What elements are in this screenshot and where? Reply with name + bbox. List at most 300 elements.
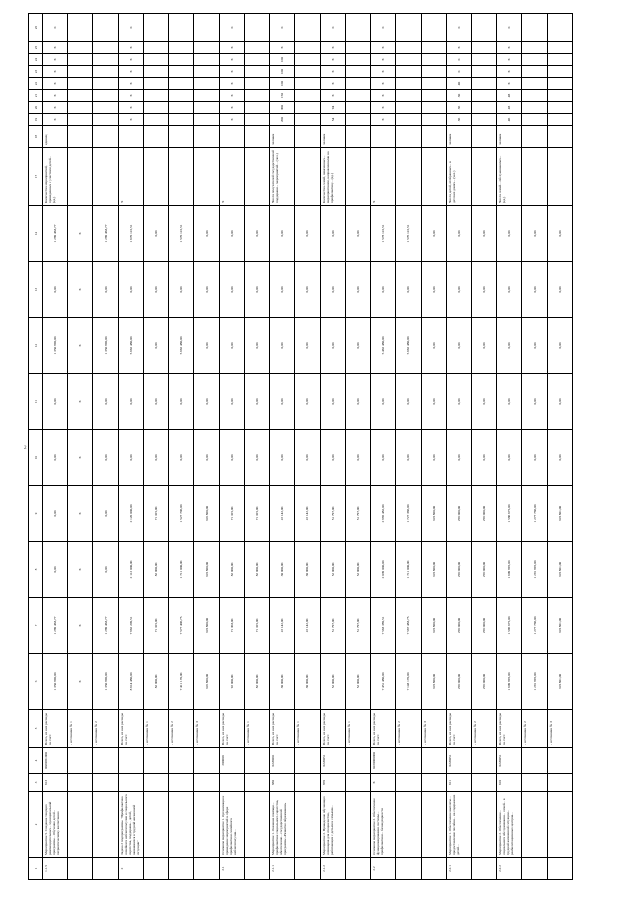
target-value-cell: 30 (446, 90, 471, 102)
target-value-cell: 36 (446, 114, 471, 126)
budget-code (295, 748, 320, 774)
amount-cell: 0,00 (421, 206, 446, 262)
amount-cell: 318 801,00 (547, 542, 572, 598)
amount-cell: 0,00 (421, 374, 446, 430)
amount-cell: 0,00 (43, 486, 68, 542)
column-number: 11 (29, 374, 43, 430)
amount-cell: 0,00 (446, 318, 471, 374)
amount-cell: 0,00 (471, 430, 496, 486)
indicator-unit (118, 126, 143, 148)
row-number (68, 858, 93, 880)
amount-cell: 0,00 (547, 206, 572, 262)
target-value-cell: X (43, 102, 68, 114)
target-value-cell (522, 90, 547, 102)
target-value-cell: X (219, 90, 244, 102)
target-value-cell: 0 (320, 14, 345, 42)
amount-cell: 1 277 766,00 (522, 486, 547, 542)
amount-cell: 0,00 (169, 374, 194, 430)
target-value-cell (522, 102, 547, 114)
row-number: 2.1.1 (270, 858, 295, 880)
target-value-cell (295, 114, 320, 126)
amount-cell: 71 325,00 (143, 598, 168, 654)
target-value-cell (68, 90, 93, 102)
indicator-name: X (118, 148, 143, 206)
amount-cell: 52 000,00 (345, 654, 370, 710)
target-value-cell (396, 42, 421, 54)
indicator-name (522, 148, 547, 206)
amount-cell: 0,00 (219, 262, 244, 318)
target-value-cell (68, 14, 93, 42)
column-number: 12 (29, 318, 43, 374)
target-value-cell (396, 78, 421, 90)
target-value-cell: 40 (446, 78, 471, 90)
amount-cell: 8 614 480,00 (118, 654, 143, 710)
indicator-name: Число семей... обслуживаемых... (ед.) (497, 148, 522, 206)
activity-name: Мероприятие 5. Создание текущих рекомендательных... муниципальной программы... Обучение детей... патриотическому воспитанию (43, 792, 68, 858)
target-value-cell (244, 114, 269, 126)
target-value-cell (421, 42, 446, 54)
amount-cell: 82 000,00 (143, 654, 168, 710)
amount-cell: 0,00 (295, 206, 320, 262)
column-number: 5 (29, 710, 43, 748)
amount-cell: 7 567 483,75 (396, 598, 421, 654)
amount-cell: 0,00 (497, 430, 522, 486)
amount-cell: 71 303,00 (219, 598, 244, 654)
amount-cell: 0,00 (345, 206, 370, 262)
table-row (497, 14, 522, 880)
target-value-cell: X (497, 78, 522, 90)
target-value-cell: X (371, 114, 396, 126)
amount-cell: 0,00 (446, 430, 471, 486)
amount-cell: 82 000,00 (219, 542, 244, 598)
table-row (396, 14, 421, 880)
indicator-unit: человек (320, 126, 345, 148)
amount-cell: 0,00 (320, 262, 345, 318)
activity-name (169, 792, 194, 858)
amount-cell: 2 039 000,00 (371, 542, 396, 598)
target-value-cell (345, 78, 370, 90)
row-number: 2.1 (219, 858, 244, 880)
table-row (446, 14, 471, 880)
budget-code (143, 748, 168, 774)
target-value-cell (421, 78, 446, 90)
target-value-cell: X (219, 66, 244, 78)
amount-cell: 0,00 (471, 206, 496, 262)
amount-cell: 1 609 995,00 (497, 654, 522, 710)
amount-cell: 0,00 (143, 430, 168, 486)
funding-source: - источники № 1 (295, 710, 320, 748)
amount-cell: 318 800,00 (421, 598, 446, 654)
activity-name (93, 792, 118, 858)
row-number: 2.2.2 (497, 858, 522, 880)
target-value-cell (295, 90, 320, 102)
target-value-cell: X (497, 42, 522, 54)
amount-cell: 0,00 (345, 262, 370, 318)
row-number: 2 (118, 858, 143, 880)
target-value-cell (547, 90, 572, 102)
funding-source: Всего, из них расходы за счет: (320, 710, 345, 748)
target-value-cell: X (497, 66, 522, 78)
amount-cell: 0,00 (522, 430, 547, 486)
program-code (396, 774, 421, 792)
target-value-cell (471, 90, 496, 102)
target-value-cell (396, 54, 421, 66)
amount-cell: 1 670 122,51 (118, 206, 143, 262)
amount-cell: 0,00 (497, 262, 522, 318)
target-value-cell: X (118, 78, 143, 90)
indicator-name: Количество мероприятий, проведенных с участием детей... (ед.) (43, 148, 68, 206)
target-value-cell (169, 54, 194, 66)
target-value-cell (194, 102, 219, 114)
target-value-cell (93, 66, 118, 78)
indicator-name (396, 148, 421, 206)
row-number: 1.1.5 (43, 858, 68, 880)
amount-cell: 51 797,00 (345, 598, 370, 654)
target-value-cell: X (219, 54, 244, 66)
funding-source: - источники № 2 (93, 710, 118, 748)
funding-source: - источники № 2 (522, 710, 547, 748)
amount-cell: X (68, 374, 93, 430)
target-value-cell (547, 66, 572, 78)
target-value-cell: X (446, 42, 471, 54)
budget-code (547, 748, 572, 774)
target-value-cell: X (371, 66, 396, 78)
target-value-cell: 0 (219, 14, 244, 42)
table-row (371, 14, 396, 880)
target-value-cell (68, 102, 93, 114)
indicator-unit: человек (446, 126, 471, 148)
column-number: 9 (29, 486, 43, 542)
amount-cell: 0,00 (244, 262, 269, 318)
target-value-cell (421, 102, 446, 114)
amount-cell: 30 000,00 (295, 542, 320, 598)
amount-cell: 51 797,00 (345, 486, 370, 542)
table-row (421, 14, 446, 880)
target-value-cell (169, 78, 194, 90)
funding-source: Всего, из них расходы за счет: (497, 710, 522, 748)
program-code: 830 (270, 774, 295, 792)
amount-cell: X (68, 654, 93, 710)
target-value-cell: X (43, 54, 68, 66)
amount-cell: 7 451 480,00 (371, 654, 396, 710)
amount-cell: 71 325,00 (219, 486, 244, 542)
target-value-cell (396, 90, 421, 102)
column-number: 13 (29, 262, 43, 318)
amount-cell: 0,00 (219, 206, 244, 262)
funding-source: Всего, из них расходы за счет: (371, 710, 396, 748)
target-value-cell: 46 (497, 114, 522, 126)
amount-cell: 1 350 990,00 (93, 318, 118, 374)
amount-cell: 0,00 (371, 430, 396, 486)
amount-cell: 318 800,00 (194, 542, 219, 598)
target-value-cell: X (118, 54, 143, 66)
amount-cell: 0,00 (270, 206, 295, 262)
target-value-cell (471, 54, 496, 66)
amount-cell: 0,00 (219, 374, 244, 430)
amount-cell: 7 143 170,00 (396, 654, 421, 710)
amount-cell: 256 000,00 (471, 654, 496, 710)
amount-cell: 318 801,00 (547, 598, 572, 654)
amount-cell: 0,00 (446, 262, 471, 318)
amount-cell: X (68, 318, 93, 374)
amount-cell: 71 325,00 (244, 598, 269, 654)
target-value-cell (396, 66, 421, 78)
indicator-name: X (371, 148, 396, 206)
column-number: 20 (29, 102, 43, 114)
activity-name (471, 792, 496, 858)
amount-cell: 316 800,00 (194, 654, 219, 710)
table-row (522, 14, 547, 880)
target-value-cell (68, 66, 93, 78)
target-value-cell (522, 54, 547, 66)
amount-cell: 0,00 (547, 374, 572, 430)
budget-code: 0220051 (497, 748, 522, 774)
amount-cell: 0,00 (522, 262, 547, 318)
amount-cell: 0,00 (118, 374, 143, 430)
column-number: 26 (29, 14, 43, 42)
amount-cell: 1 291 995,00 (522, 542, 547, 598)
program-code (118, 774, 143, 792)
budget-code (421, 748, 446, 774)
amount-cell: 1 277 766,00 (522, 598, 547, 654)
target-value-cell (244, 54, 269, 66)
target-value-cell (345, 90, 370, 102)
target-value-cell: 0 (497, 14, 522, 42)
target-value-cell (421, 66, 446, 78)
target-value-cell: X (320, 42, 345, 54)
row-number (396, 858, 421, 880)
target-value-cell: 0 (446, 54, 471, 66)
amount-cell: 0,00 (194, 430, 219, 486)
activity-name (396, 792, 421, 858)
amount-cell: 0,00 (522, 318, 547, 374)
target-value-cell (169, 102, 194, 114)
amount-cell: X (68, 262, 93, 318)
target-value-cell (93, 78, 118, 90)
target-value-cell (547, 78, 572, 90)
target-value-cell (345, 14, 370, 42)
target-value-cell (345, 102, 370, 114)
target-value-cell (471, 66, 496, 78)
amount-cell: 0,00 (219, 318, 244, 374)
target-value-cell (169, 90, 194, 102)
row-number (244, 858, 269, 880)
amount-cell: 0,00 (143, 318, 168, 374)
amount-cell: 0,00 (497, 374, 522, 430)
indicator-unit (522, 126, 547, 148)
target-value-cell: X (270, 42, 295, 54)
amount-cell: 0,00 (471, 262, 496, 318)
amount-cell: 82 000,00 (244, 654, 269, 710)
amount-cell: 7 962 209,51 (118, 598, 143, 654)
activity-name: Мероприятие 2. Обеспечение... социального обслуживания... семей... в трудной жизненной ситуации... реабилитационных центров... (497, 792, 522, 858)
amount-cell: 0,00 (43, 542, 68, 598)
funding-source: - источники № 1 (244, 710, 269, 748)
target-value-cell (244, 14, 269, 42)
funding-source: - источники № 3 (421, 710, 446, 748)
target-value-cell (396, 102, 421, 114)
amount-cell: 256 000,00 (446, 486, 471, 542)
amount-cell: 0,00 (270, 262, 295, 318)
target-value-cell: X (320, 78, 345, 90)
amount-cell: 0,00 (93, 542, 118, 598)
table-row (270, 14, 295, 880)
target-value-cell (93, 42, 118, 54)
row-number (169, 858, 194, 880)
amount-cell: 71 325,00 (143, 486, 168, 542)
table-row (320, 14, 345, 880)
target-value-cell: X (219, 42, 244, 54)
target-value-cell (68, 78, 93, 90)
target-value-cell (143, 54, 168, 66)
budget-code (345, 748, 370, 774)
indicator-unit (93, 126, 118, 148)
target-value-cell (471, 14, 496, 42)
target-value-cell (345, 66, 370, 78)
amount-cell: X (68, 430, 93, 486)
amount-cell: 1 527 706,00 (169, 486, 194, 542)
budget-code: 0020051000 (43, 748, 68, 774)
target-value-cell (143, 90, 168, 102)
target-value-cell: 54 (320, 114, 345, 126)
target-value-cell: X (43, 66, 68, 78)
amount-cell: X (68, 542, 93, 598)
target-value-cell (547, 14, 572, 42)
column-number: 21 (29, 90, 43, 102)
indicator-name: Число получателей государственной поддержки... мероприятий... (чел.) (270, 148, 295, 206)
target-value-cell (143, 14, 168, 42)
table-row (471, 14, 496, 880)
target-value-cell (547, 42, 572, 54)
budget-code (244, 748, 269, 774)
activity-name: Мероприятие 1. Обеспечение выплаты... предоставление пособия... на содержание детей... (446, 792, 471, 858)
budget-code (93, 748, 118, 774)
target-value-cell: 100 (270, 66, 295, 78)
target-value-cell (522, 78, 547, 90)
indicator-unit (421, 126, 446, 148)
amount-cell: 0,00 (345, 430, 370, 486)
amount-cell: 0,00 (194, 206, 219, 262)
target-value-cell (421, 114, 446, 126)
amount-cell: 2 112 000,00 (118, 542, 143, 598)
target-value-cell (295, 78, 320, 90)
amount-cell: 0,00 (270, 430, 295, 486)
indicator-name (295, 148, 320, 206)
target-value-cell: X (118, 102, 143, 114)
budget-code: 0220051 (320, 748, 345, 774)
amount-cell: 0,00 (522, 374, 547, 430)
target-value-cell: 200 (270, 114, 295, 126)
target-value-cell: 150 (270, 90, 295, 102)
amount-cell: 0,00 (547, 318, 572, 374)
row-number (421, 858, 446, 880)
amount-cell: 0,00 (446, 206, 471, 262)
indicator-name: Число детей, отобранных... в детских домах... (чел.) (446, 148, 471, 206)
budget-code: 200000 (219, 748, 244, 774)
indicator-unit (68, 126, 93, 148)
amount-cell: 1 350 990,00 (43, 654, 68, 710)
indicator-unit (547, 126, 572, 148)
target-value-cell (295, 66, 320, 78)
program-code (244, 774, 269, 792)
amount-cell: 318 801,00 (547, 486, 572, 542)
target-value-cell: X (371, 78, 396, 90)
target-value-cell (295, 14, 320, 42)
amount-cell: 7 411 170,00 (169, 654, 194, 710)
funding-source: - источники № 1 (345, 710, 370, 748)
program-code: 870 (320, 774, 345, 792)
amount-cell: 22 142,00 (270, 598, 295, 654)
amount-cell: 0,00 (295, 318, 320, 374)
column-number: 1 (29, 858, 43, 880)
target-value-cell: 48 (497, 90, 522, 102)
funding-source: Всего, из них расходы за счет: (118, 710, 143, 748)
table-row (118, 14, 143, 880)
target-value-cell (522, 14, 547, 42)
funding-source: - источники № 2 (396, 710, 421, 748)
amount-cell: 1 289 463,77 (93, 206, 118, 262)
activity-name: Основное мероприятие 1. Организация и проведение мероприятий в сфере профилактики семейного неблагополучия... (219, 792, 244, 858)
amount-cell: 0,00 (143, 262, 168, 318)
target-value-cell (421, 14, 446, 42)
activity-name (68, 792, 93, 858)
amount-cell: 318 800,00 (194, 598, 219, 654)
amount-cell: 0,00 (93, 486, 118, 542)
row-number (471, 858, 496, 880)
target-value-cell: X (43, 78, 68, 90)
amount-cell: 0,00 (421, 262, 446, 318)
funding-source: Всего, из них расходы за счет: (446, 710, 471, 748)
target-value-cell (244, 42, 269, 54)
budget-code (169, 748, 194, 774)
amount-cell: 0,00 (244, 374, 269, 430)
amount-cell: 0,00 (194, 318, 219, 374)
amount-cell: 0,00 (43, 262, 68, 318)
indicator-name (421, 148, 446, 206)
target-value-cell (244, 90, 269, 102)
amount-cell: X (68, 206, 93, 262)
funding-source: - источники № 1 (143, 710, 168, 748)
table-row (43, 14, 68, 880)
amount-cell: 1 609 995,00 (497, 542, 522, 598)
amount-cell: 82 000,00 (244, 542, 269, 598)
amount-cell: 1 586 675,00 (497, 486, 522, 542)
column-number: 18 (29, 126, 43, 148)
amount-cell: 2 120 000,00 (118, 486, 143, 542)
amount-cell: 0,00 (194, 262, 219, 318)
target-value-cell: 0 (118, 14, 143, 42)
target-value-cell (522, 42, 547, 54)
amount-cell: 316 800,00 (194, 486, 219, 542)
amount-cell: 22 142,00 (295, 486, 320, 542)
amount-cell: 0,00 (244, 318, 269, 374)
column-number: 22 (29, 78, 43, 90)
target-value-cell (295, 102, 320, 114)
target-value-cell (471, 114, 496, 126)
amount-cell: 0,00 (295, 374, 320, 430)
target-value-cell: X (371, 102, 396, 114)
target-value-cell (93, 114, 118, 126)
target-value-cell: X (118, 66, 143, 78)
target-value-cell (194, 90, 219, 102)
indicator-unit (244, 126, 269, 148)
indicator-name (194, 148, 219, 206)
target-value-cell (396, 14, 421, 42)
amount-cell: 7 577 406,75 (169, 598, 194, 654)
row-number (295, 858, 320, 880)
program-code (522, 774, 547, 792)
amount-cell: 30 000,00 (270, 542, 295, 598)
